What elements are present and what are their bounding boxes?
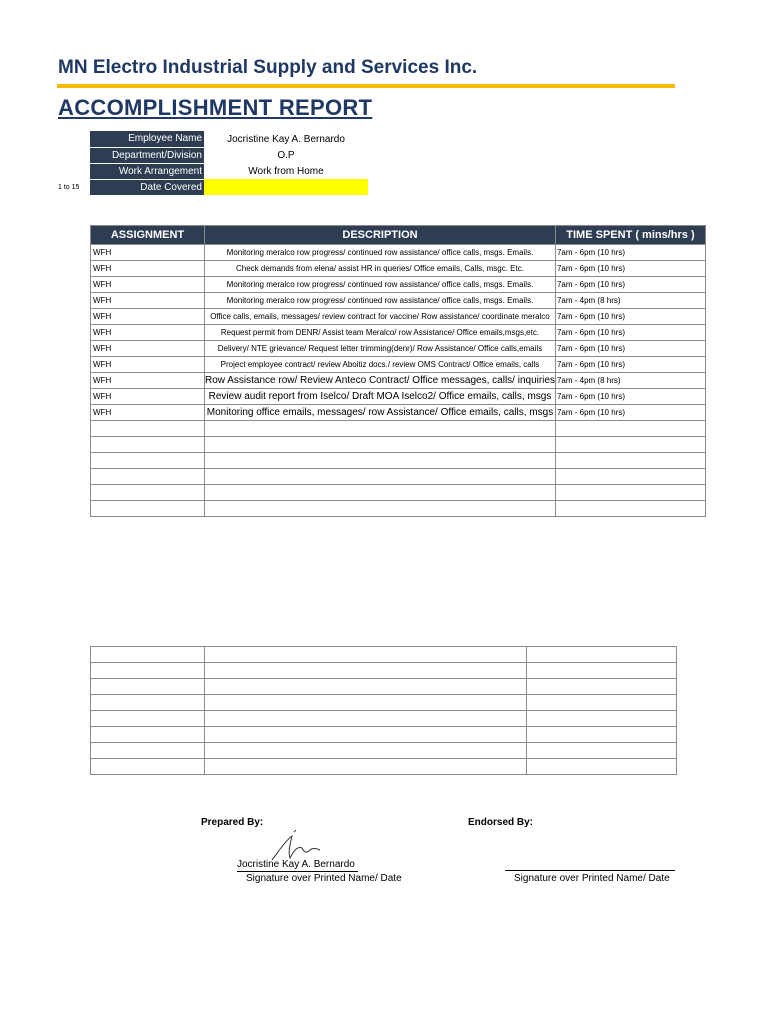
empty-row [91,453,706,469]
empty-cell[interactable] [527,695,677,711]
empty-cell[interactable] [527,727,677,743]
assignment-cell[interactable]: WFH [91,389,205,405]
empty-cell[interactable] [205,647,527,663]
empty-cell[interactable] [205,679,527,695]
empty-row [91,695,677,711]
empty-cell[interactable] [91,469,205,485]
empty-cell[interactable] [205,711,527,727]
secondary-rows [91,647,677,775]
assignment-cell[interactable]: WFH [91,293,205,309]
date-covered-cell[interactable] [204,179,368,195]
empty-cell[interactable] [205,437,556,453]
assignment-cell[interactable]: WFH [91,341,205,357]
empty-cell[interactable] [205,663,527,679]
date-covered-label: Date Covered [90,179,204,195]
endorsed-signature-line [505,870,675,871]
report-title: ACCOMPLISHMENT REPORT [58,95,373,120]
empty-cell[interactable] [91,695,205,711]
empty-cell[interactable] [205,469,556,485]
empty-row [91,437,706,453]
description-cell[interactable] [205,389,556,405]
table-row [91,309,706,325]
table-row [91,325,706,341]
assignment-cell[interactable]: WFH [91,357,205,373]
work-arrangement-label: Work Arrangement [90,163,204,179]
empty-cell[interactable] [527,711,677,727]
description-cell[interactable] [205,341,556,357]
time-spent-cell[interactable]: 7am - 6pm (10 hrs) [555,389,705,405]
department-value: O.P [277,149,295,161]
description-text: Monitoring meralco row progress/ continued row assistance/ office calls, msgs. Emails. [226,296,534,305]
prepared-by-label: Prepared By: [201,817,264,828]
time-spent-cell[interactable]: 7am - 6pm (10 hrs) [555,357,705,373]
empty-row [91,663,677,679]
employee-name-label: Employee Name [90,131,204,147]
time-spent-cell[interactable]: 7am - 4pm (8 hrs) [555,373,705,389]
description-cell[interactable] [205,357,556,373]
table-row [91,373,706,389]
empty-cell[interactable] [555,453,705,469]
time-spent-cell[interactable]: 7am - 6pm (10 hrs) [555,341,705,357]
prepared-signature-line [237,871,358,872]
table-header-row [91,226,706,245]
empty-cell[interactable] [91,743,205,759]
empty-cell[interactable] [205,501,556,517]
header-rule [57,84,675,88]
work-arrangement-value: Work from Home [248,165,324,177]
description-text: Monitoring meralco row progress/ continued row assistance/ office calls, msgs. Emails. [226,280,534,289]
description-text: Office calls, emails, messages/ review contract for vaccine/ Row assistance/ coordinate meralco [210,312,550,321]
empty-cell[interactable] [91,421,205,437]
endorsed-signature-caption: Signature over Printed Name/ Date [514,873,670,884]
table-row [91,341,706,357]
time-spent-cell[interactable]: 7am - 6pm (10 hrs) [555,245,705,261]
table-row [91,405,706,421]
empty-row [91,679,677,695]
description-cell[interactable] [205,309,556,325]
secondary-table [90,646,677,775]
table-row [91,357,706,373]
time-spent-cell[interactable]: 7am - 6pm (10 hrs) [555,405,705,421]
empty-row [91,647,677,663]
time-spent-cell[interactable]: 7am - 6pm (10 hrs) [555,325,705,341]
empty-row [91,485,706,501]
empty-cell[interactable] [91,453,205,469]
empty-row [91,469,706,485]
description-text: Review audit report from Iselco/ Draft MOA Iselco2/ Office emails, calls, msgs [208,391,552,402]
empty-cell[interactable] [91,501,205,517]
description-text: Monitoring meralco row progress/ continued row assistance/ office calls, msgs. Emails. [226,248,534,257]
assignment-cell[interactable]: WFH [91,261,205,277]
empty-row [91,759,677,775]
empty-cell[interactable] [527,663,677,679]
empty-cell[interactable] [205,727,527,743]
empty-row [91,421,706,437]
description-cell[interactable] [205,293,556,309]
time-spent-header: TIME SPENT ( mins/hrs ) [555,226,705,245]
accomplishment-rows [91,245,706,517]
description-text: Row Assistance row/ Review Anteco Contract/ Office messages, calls/ inquiries [205,375,555,386]
empty-cell[interactable] [527,743,677,759]
info-row-employee [90,131,368,147]
time-spent-cell[interactable]: 7am - 6pm (10 hrs) [555,309,705,325]
assignment-cell[interactable]: WFH [91,245,205,261]
empty-cell[interactable] [91,437,205,453]
assignment-cell[interactable]: WFH [91,373,205,389]
empty-row [91,727,677,743]
description-cell[interactable] [205,405,556,421]
empty-row [91,711,677,727]
time-spent-cell[interactable]: 7am - 6pm (10 hrs) [555,261,705,277]
accomplishment-table [90,225,706,517]
empty-cell[interactable] [205,759,527,775]
info-row-arrangement [90,163,368,179]
empty-cell[interactable] [555,485,705,501]
description-cell[interactable] [205,373,556,389]
description-text: Delivery/ NTE grievance/ Request letter trimming(denr)/ Row Assistance/ Office calls,emails [217,344,543,353]
empty-cell[interactable] [527,759,677,775]
description-text: Check demands from elena/ assist HR in queries/ Office emails, Calls, msgc. Etc. [236,264,524,273]
table-row [91,389,706,405]
empty-row [91,743,677,759]
assignment-header: ASSIGNMENT [91,226,205,245]
empty-cell[interactable] [91,647,205,663]
assignment-cell[interactable]: WFH [91,277,205,293]
table-row [91,245,706,261]
empty-cell[interactable] [205,453,556,469]
description-header: DESCRIPTION [205,226,556,245]
empty-cell[interactable] [555,469,705,485]
empty-cell[interactable] [555,437,705,453]
date-range-note: 1 to 15 [58,184,80,191]
prepared-signature-caption: Signature over Printed Name/ Date [246,873,402,884]
empty-cell[interactable] [91,711,205,727]
empty-cell[interactable] [205,743,527,759]
table-row [91,293,706,309]
table-row [91,277,706,293]
empty-row [91,501,706,517]
description-cell[interactable] [205,245,556,261]
empty-cell[interactable] [205,485,556,501]
empty-cell[interactable] [205,695,527,711]
endorsed-by-label: Endorsed By: [468,817,534,828]
empty-cell[interactable] [555,501,705,517]
empty-cell[interactable] [91,663,205,679]
company-name: MN Electro Industrial Supply and Services Inc. [58,57,478,78]
empty-cell[interactable] [91,485,205,501]
info-row-date [90,179,368,195]
description-cell[interactable] [205,261,556,277]
assignment-cell[interactable]: WFH [91,309,205,325]
assignment-cell[interactable]: WFH [91,325,205,341]
info-row-department [90,147,368,163]
empty-cell[interactable] [91,759,205,775]
description-cell[interactable] [205,325,556,341]
employee-info-table [90,131,368,196]
table-row [91,261,706,277]
empty-cell[interactable] [555,421,705,437]
time-spent-cell[interactable]: 7am - 6pm (10 hrs) [555,277,705,293]
time-spent-cell[interactable]: 7am - 4pm (8 hrs) [555,293,705,309]
department-label: Department/Division [90,147,204,163]
empty-cell[interactable] [91,727,205,743]
description-text: Monitoring office emails, messages/ row Assistance/ Office emails, calls, msgs [206,407,554,418]
empty-cell[interactable] [205,421,556,437]
employee-name-value: Jocristine Kay A. Bernardo [227,133,345,145]
description-text: Request permit from DENR/ Assist team Meralco/ row Assistance/ Office emails,msgs,etc. [220,328,540,337]
description-text: Project employee contract/ review Aboitiz docs./ review OMS Contract/ Office emails, calls [220,360,540,369]
assignment-cell[interactable]: WFH [91,405,205,421]
empty-cell[interactable] [91,679,205,695]
prepared-by-name: Jocristine Kay A. Bernardo [237,859,355,870]
empty-cell[interactable] [527,647,677,663]
empty-cell[interactable] [527,679,677,695]
description-cell[interactable] [205,277,556,293]
